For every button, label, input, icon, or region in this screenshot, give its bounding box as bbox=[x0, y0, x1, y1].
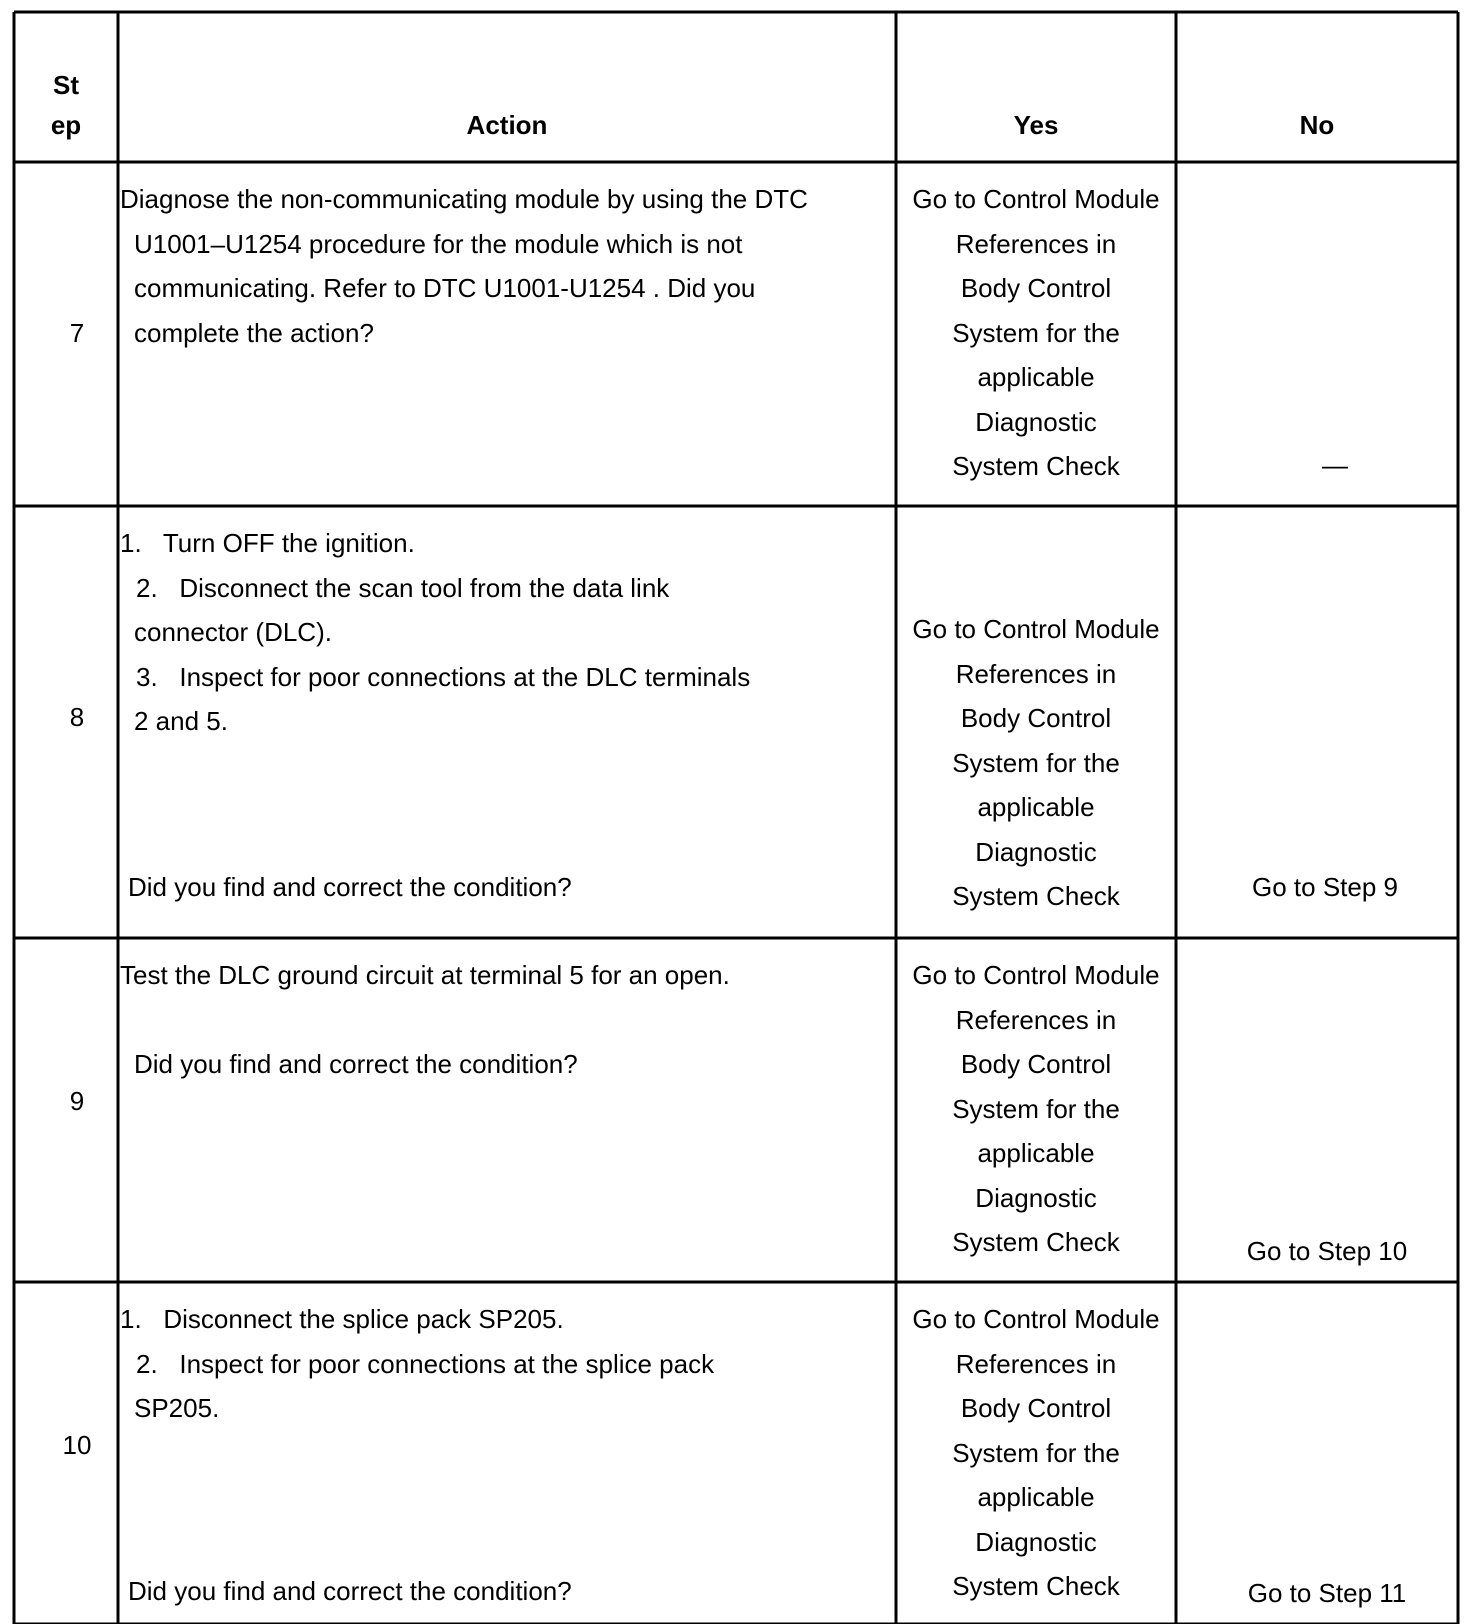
yes-text-line: Body Control bbox=[960, 703, 1112, 733]
step-number: 7 bbox=[69, 318, 85, 348]
yes-text-line: Body Control bbox=[960, 273, 1112, 303]
yes-text-line: Diagnostic bbox=[975, 1182, 1097, 1213]
header-no: No bbox=[1299, 110, 1335, 140]
yes-text-line: applicable bbox=[977, 1482, 1095, 1512]
yes-text-line: System for the bbox=[952, 1437, 1120, 1468]
action-line: Did you find and correct the condition? bbox=[134, 1049, 578, 1079]
yes-text-line: applicable bbox=[977, 1138, 1095, 1168]
yes-text-line: applicable bbox=[977, 792, 1095, 822]
action-question: Did you find and correct the condition? bbox=[128, 872, 572, 902]
yes-text-line: System Check bbox=[952, 1571, 1120, 1601]
action-line: 2. Disconnect the scan tool from the data link bbox=[136, 572, 670, 603]
step-number: 9 bbox=[69, 1086, 85, 1116]
yes-text-line: System Check bbox=[952, 1227, 1120, 1257]
yes-text-line: Diagnostic bbox=[975, 1526, 1097, 1557]
action-question: Did you find and correct the condition? bbox=[128, 1576, 572, 1606]
yes-text-line: Diagnostic bbox=[975, 836, 1097, 867]
no-text: — bbox=[1322, 450, 1348, 480]
yes-text-line: References in bbox=[955, 228, 1117, 259]
action-line: 2. Inspect for poor connections at the splice pack bbox=[136, 1348, 715, 1379]
yes-text-line: Go to Control Module bbox=[912, 614, 1160, 644]
step-number: 8 bbox=[69, 702, 85, 732]
no-text: Go to Step 11 bbox=[1247, 1578, 1407, 1608]
action-line: 1. Disconnect the splice pack SP205. bbox=[120, 1304, 564, 1334]
action-line: connector (DLC). bbox=[134, 617, 332, 647]
action-line: Diagnose the non-communicating module by using the DTC bbox=[120, 184, 808, 214]
yes-text-line: Body Control bbox=[960, 1049, 1112, 1079]
action-line: 3. Inspect for poor connections at the DLC terminals bbox=[136, 661, 751, 692]
header-yes: Yes bbox=[1013, 110, 1059, 140]
yes-text-line: Diagnostic bbox=[975, 406, 1097, 437]
yes-text-line: System Check bbox=[952, 451, 1120, 481]
yes-text-line: System Check bbox=[952, 881, 1120, 911]
action-line: SP205. bbox=[134, 1393, 220, 1423]
yes-text-line: System for the bbox=[952, 1093, 1120, 1124]
action-line: 1. Turn OFF the ignition. bbox=[120, 528, 415, 558]
yes-text-line: applicable bbox=[977, 362, 1095, 392]
action-line: complete the action? bbox=[134, 317, 374, 348]
yes-text-line: Body Control bbox=[960, 1393, 1112, 1423]
yes-text-line: System for the bbox=[952, 747, 1120, 778]
yes-text-line: References in bbox=[955, 658, 1117, 689]
action-line: U1001–U1254 procedure for the module which is not bbox=[134, 228, 743, 259]
step-number: 10 bbox=[62, 1430, 92, 1460]
yes-text-line: System for the bbox=[952, 317, 1120, 348]
yes-text-line: Go to Control Module bbox=[912, 960, 1160, 990]
no-text: Go to Step 10 bbox=[1246, 1236, 1408, 1266]
action-line: communicating. Refer to DTC U1001-U1254 . Did you bbox=[134, 273, 756, 303]
action-line: 2 and 5. bbox=[134, 706, 228, 736]
yes-text-line: Go to Control Module bbox=[912, 1304, 1160, 1334]
no-text: Go to Step 9 bbox=[1252, 872, 1398, 902]
yes-text-line: References in bbox=[955, 1004, 1117, 1035]
yes-text-line: References in bbox=[955, 1348, 1117, 1379]
header-action: Action bbox=[466, 110, 548, 140]
header-step-line2: ep bbox=[50, 110, 82, 140]
header-step-line1: St bbox=[53, 70, 79, 100]
yes-text-line: Go to Control Module bbox=[912, 184, 1160, 214]
action-line: Test the DLC ground circuit at terminal 5 for an open. bbox=[120, 960, 730, 990]
